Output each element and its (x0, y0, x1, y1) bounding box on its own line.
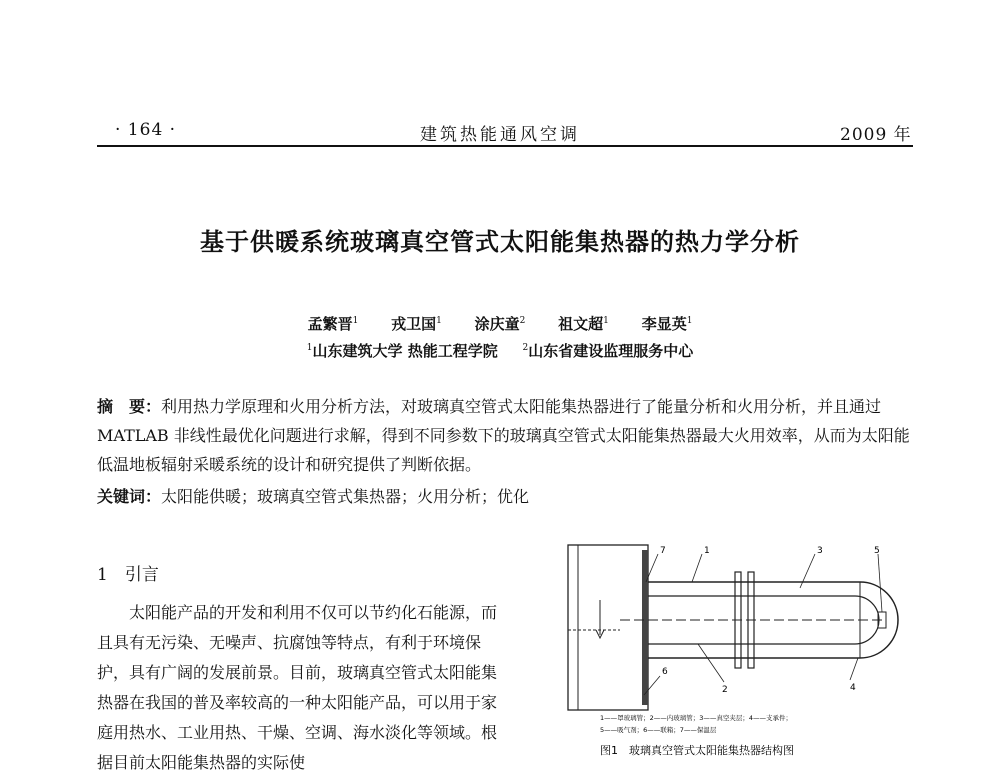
body-paragraph: 太阳能产品的开发和利用不仅可以节约化石能源，而且具有无污染、无噪声、抗腐蚀等特点，有利于环境保护，具有广阔的发展前景。目前，玻璃真空管式太阳能集热器在我国的普及率较高的一种太阳能产品，可以用于家庭用热水、工业用热、干燥、空调、海水淡化等领域。根据目前太阳能集热器的实际使 (97, 603, 498, 772)
author-list (0, 313, 1000, 334)
journal-name: 建筑热能通风空调 (420, 125, 580, 145)
author: 孟繁晋$^1$ (307, 315, 359, 333)
paper-title: 基于供暖系统玻璃真空管式太阳能集热器的热力学分析 (200, 228, 800, 256)
callout-label: 3 (817, 546, 823, 556)
keywords-label: 关键词： (97, 487, 162, 506)
section-body (97, 598, 497, 778)
callout-label: 2 (722, 685, 728, 695)
section-heading: 1 引言 (97, 565, 159, 585)
collector-figure (560, 540, 900, 759)
callout-label: 5 (874, 546, 880, 556)
author: 祖文超$^1$ (558, 315, 609, 333)
abstract-text: 利用热力学原理和火用分析方法，对玻璃真空管式太阳能集热器进行了能量分析和火用分析，并且通过 MATLAB 非线性最优化问题进行求解，得到不同参数下的玻璃真空管式太阳能集热器最大火用效率，从而为太阳能低温地板辐射采暖系统的设计和研究提供了判断依据。 (97, 397, 910, 474)
author: 戎卫国$^1$ (391, 315, 442, 333)
author: 涂庆童$^2$ (474, 315, 526, 333)
header-rule (97, 145, 913, 147)
keywords-text: 太阳能供暖；玻璃真空管式集热器；火用分析；优化 (161, 487, 530, 506)
affiliation: $^1$山东建筑大学 热能工程学院 (306, 342, 498, 360)
abstract (97, 392, 913, 479)
callout-label: 1 (704, 546, 710, 556)
keywords (97, 482, 913, 511)
affiliations (0, 340, 1000, 361)
author: 李显英$^1$ (641, 315, 693, 333)
figure-caption: 图1 玻璃真空管式太阳能集热器结构图 (600, 744, 794, 757)
insulation-layer (642, 550, 648, 705)
figure-legend: 1——罩玻璃管；2——内玻璃管；3——真空夹层；4——支承件； (600, 714, 793, 722)
year: 2009 年 (840, 125, 912, 145)
affiliation: $^2$山东省建设监理服务中心 (522, 342, 694, 360)
abstract-label: 摘 要： (97, 397, 162, 416)
header-box (568, 545, 648, 710)
callout-label: 6 (662, 667, 668, 677)
figure-legend: 5——吸气剂；6——联箱；7——保温层 (600, 726, 717, 734)
callout-label: 4 (850, 683, 856, 693)
callout-label: 7 (660, 546, 666, 556)
page-number: · 164 · (115, 120, 177, 140)
